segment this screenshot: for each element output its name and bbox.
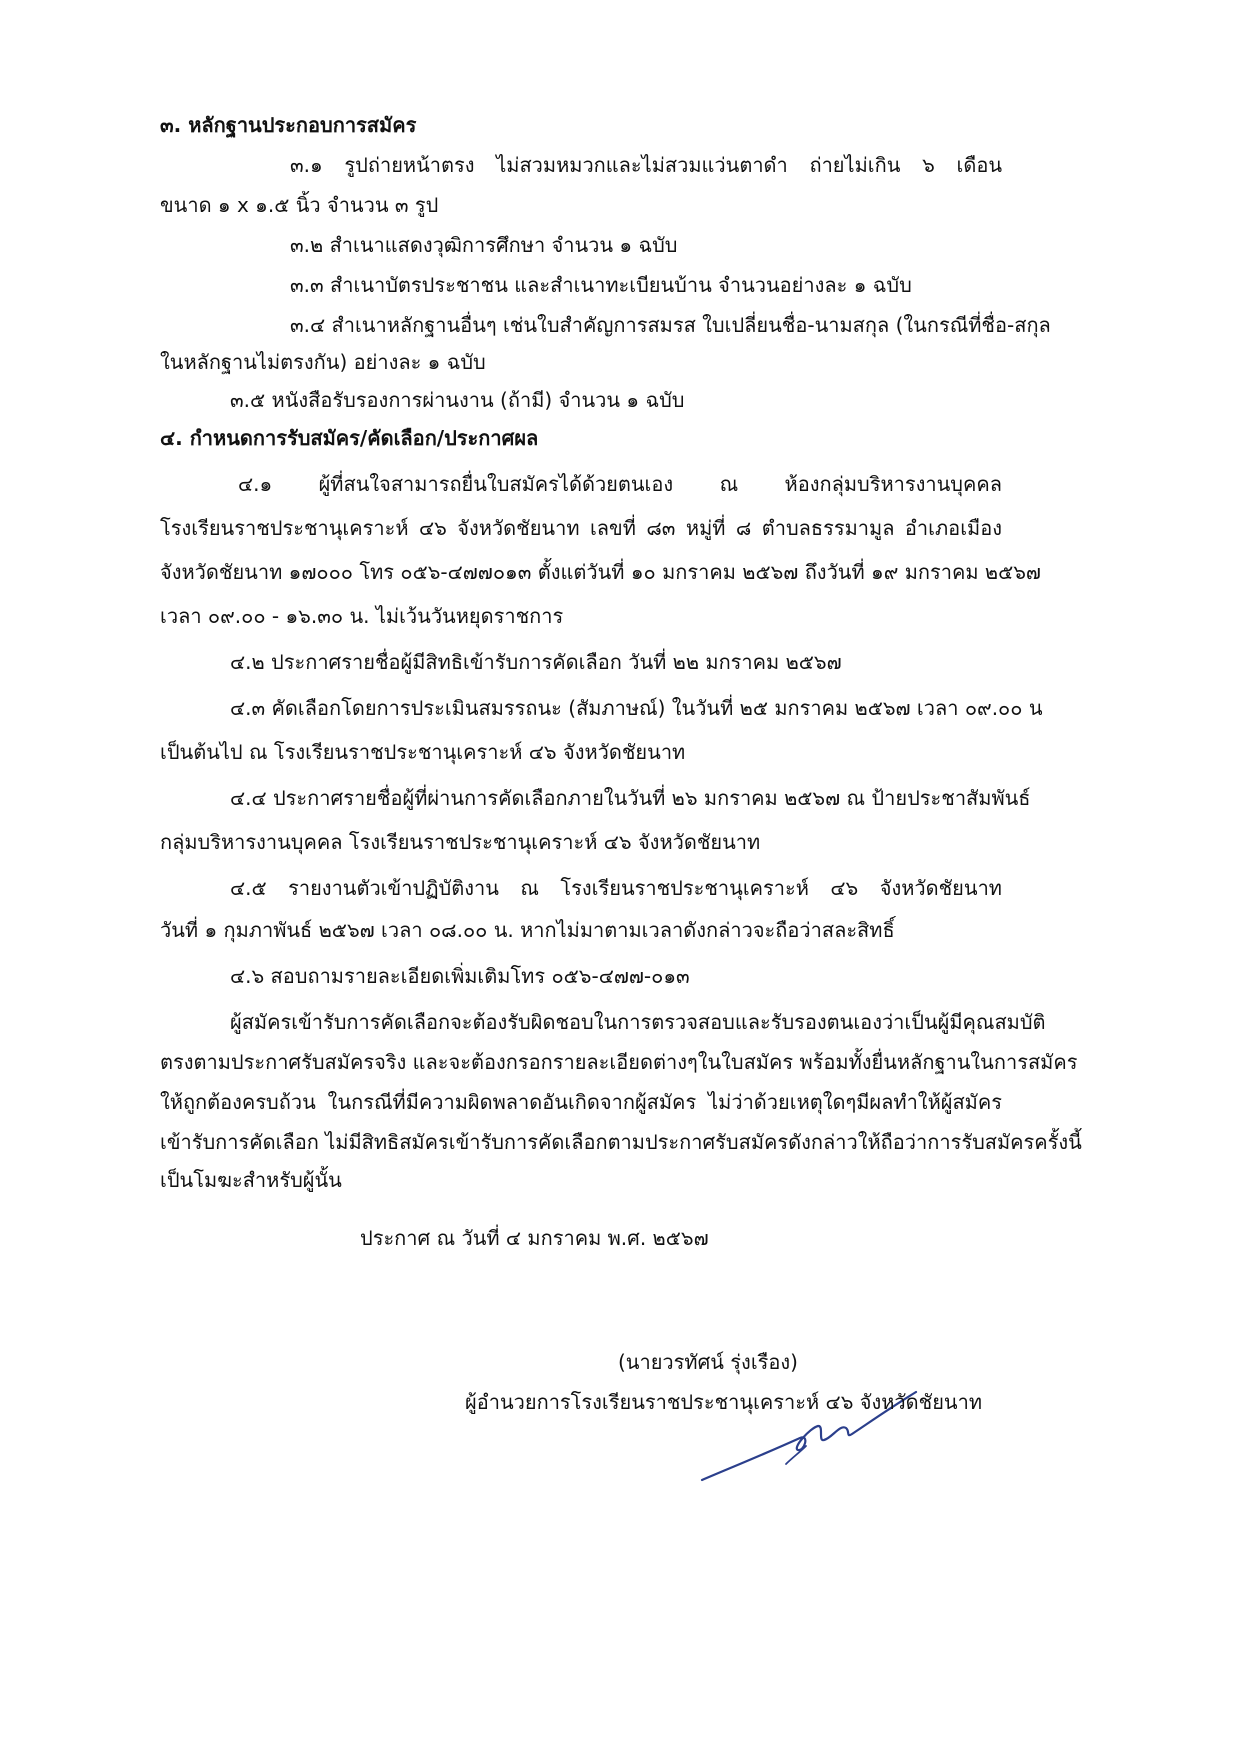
closing-paragraph-line-4: เข้ารับการคัดเลือก ไม่มีสิทธิสมัครเข้ารับการคัดเลือกตามประกาศรับสมัครดังกล่าวให้ถือว่าการรับสมัครครั้งนี้ — [160, 1130, 1082, 1154]
item-4-2: ๔.๒ ประกาศรายชื่อผู้มีสิทธิเข้ารับการคัดเลือก วันที่ ๒๒ มกราคม ๒๕๖๗ — [230, 650, 842, 674]
item-4-1-line-4: เวลา ๐๙.๐๐ - ๑๖.๓๐ น. ไม่เว้นวันหยุดราชการ — [160, 604, 564, 628]
item-3-5: ๓.๕ หนังสือรับรองการผ่านงาน (ถ้ามี) จำนวน ๑ ฉบับ — [230, 388, 685, 412]
closing-paragraph-line-3: ให้ถูกต้องครบถ้วน ในกรณีที่มีความผิดพลาดอันเกิดจากผู้สมัคร ไม่ว่าด้วยเหตุใดๆมีผลทำให้ผู้สมัคร — [160, 1090, 1002, 1114]
item-4-1-line-2: โรงเรียนราชประชานุเคราะห์ ๔๖ จังหวัดชัยนาท เลขที่ ๘๓ หมู่ที่ ๘ ตำบลธรรมามูล อำเภอเมือง — [160, 516, 1002, 540]
section-3-heading: ๓. หลักฐานประกอบการสมัคร — [160, 113, 417, 137]
item-3-1-line-1: ๓.๑ รูปถ่ายหน้าตรง ไม่สวมหมวกและไม่สวมแว่นตาดำ ถ่ายไม่เกิน ๖ เดือน — [290, 153, 1002, 177]
item-4-3-line-1: ๔.๓ คัดเลือกโดยการประเมินสมรรถนะ (สัมภาษณ์) ในวันที่ ๒๕ มกราคม ๒๕๖๗ เวลา ๐๙.๐๐ น — [230, 696, 1043, 720]
item-4-3-line-2: เป็นต้นไป ณ โรงเรียนราชประชานุเคราะห์ ๔๖ จังหวัดชัยนาท — [160, 740, 686, 764]
signatory-name: (นายวรทัศน์ รุ่งเรือง) — [618, 1350, 798, 1374]
section-4-heading: ๔. กำหนดการรับสมัคร/คัดเลือก/ประกาศผล — [160, 426, 539, 450]
item-4-6: ๔.๖ สอบถามรายละเอียดเพิ่มเติมโทร ๐๕๖-๔๗๗-๐๑๓ — [230, 964, 690, 988]
signatory-title: ผู้อำนวยการโรงเรียนราชประชานุเคราะห์ ๔๖ จังหวัดชัยนาท — [465, 1390, 983, 1414]
announcement-date: ประกาศ ณ วันที่ ๔ มกราคม พ.ศ. ๒๕๖๗ — [360, 1226, 709, 1250]
closing-paragraph-line-1: ผู้สมัครเข้ารับการคัดเลือกจะต้องรับผิดชอบในการตรวจสอบและรับรองตนเองว่าเป็นผู้มีคุณสมบัติ — [230, 1010, 1046, 1034]
item-3-1-line-2: ขนาด ๑ x ๑.๕ นิ้ว จำนวน ๓ รูป — [160, 193, 439, 217]
closing-paragraph-line-2: ตรงตามประกาศรับสมัครจริง และจะต้องกรอกรายละเอียดต่างๆในใบสมัคร พร้อมทั้งยื่นหลักฐานในการสมัคร — [160, 1050, 1078, 1074]
item-3-2: ๓.๒ สำเนาแสดงวุฒิการศึกษา จำนวน ๑ ฉบับ — [290, 233, 678, 257]
item-4-1-line-1: ๔.๑ ผู้ที่สนใจสามารถยื่นใบสมัครได้ด้วยตนเอง ณ ห้องกลุ่มบริหารงานบุคคล — [238, 472, 1002, 496]
item-3-4-line-2: ในหลักฐานไม่ตรงกัน) อย่างละ ๑ ฉบับ — [160, 350, 486, 374]
item-4-4-line-1: ๔.๔ ประกาศรายชื่อผู้ที่ผ่านการคัดเลือกภายในวันที่ ๒๖ มกราคม ๒๕๖๗ ณ ป้ายประชาสัมพันธ์ — [230, 786, 1031, 810]
closing-paragraph-line-5: เป็นโมฆะสำหรับผู้นั้น — [160, 1168, 342, 1192]
handwritten-signature — [700, 1368, 920, 1488]
item-4-5-line-1: ๔.๕ รายงานตัวเข้าปฏิบัติงาน ณ โรงเรียนราชประชานุเคราะห์ ๔๖ จังหวัดชัยนาท — [230, 876, 1002, 900]
item-4-5-line-2: วันที่ ๑ กุมภาพันธ์ ๒๕๖๗ เวลา ๐๘.๐๐ น. หากไม่มาตามเวลาดังกล่าวจะถือว่าสละสิทธิ์ — [160, 918, 895, 942]
item-3-3: ๓.๓ สำเนาบัตรประชาชน และสำเนาทะเบียนบ้าน จำนวนอย่างละ ๑ ฉบับ — [290, 273, 912, 297]
item-3-4-line-1: ๓.๔ สำเนาหลักฐานอื่นๆ เช่นใบสำคัญการสมรส ใบเปลี่ยนชื่อ-นามสกุล (ในกรณีที่ชื่อ-สกุล — [290, 313, 1051, 337]
item-4-1-line-3: จังหวัดชัยนาท ๑๗๐๐๐ โทร ๐๕๖-๔๗๗๐๑๓ ตั้งแต่วันที่ ๑๐ มกราคม ๒๕๖๗ ถึงวันที่ ๑๙ มกราคม ๒๕๖๗ — [160, 560, 1041, 584]
item-4-4-line-2: กลุ่มบริหารงานบุคคล โรงเรียนราชประชานุเคราะห์ ๔๖ จังหวัดชัยนาท — [160, 830, 761, 854]
